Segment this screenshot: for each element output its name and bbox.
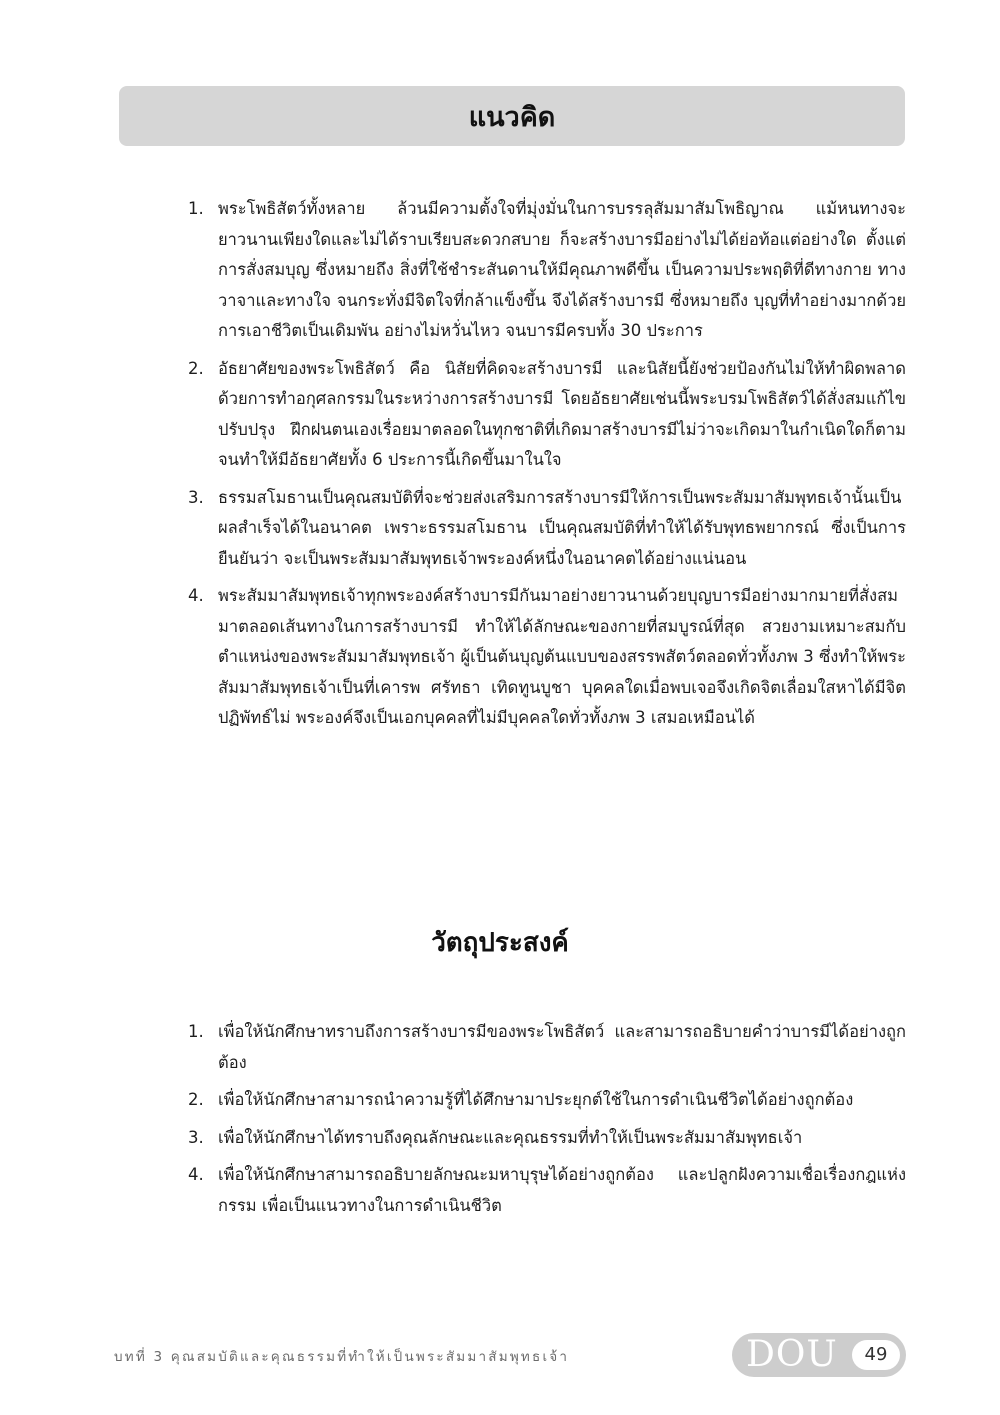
concept-text: ธรรมสโมธานเป็นคุณสมบัติที่จะช่วยส่งเสริมการสร้างบารมีให้การเป็นพระสัมมาสัมพุทธเจ้านั้นเป็นผลสำเร็จได้ในอนาคต เพราะธรรมสโมธาน เป็นคุณสมบัติที่ทำให้ได้รับพุทธพยากรณ์ ซึ่งเป็นการยืนยันว่า จะเป็นพระสัมมาสัมพุทธเจ้าพระองค์หนึ่งในอนาคตได้อย่างแน่นอน: [218, 487, 906, 568]
concept-text: พระสัมมาสัมพุทธเจ้าทุกพระองค์สร้างบารมีกันมาอย่างยาวนานด้วยบุญบารมีอย่างมากมายที่สั่งสมมาตลอดเส้นทางในการสร้างบารมี ทำให้ได้ลักษณะของกายที่สมบูรณ์ที่สุด สวยงามเหมาะสมกับตำแหน่งของพระสัมมาสัมพุทธเจ้า ผู้เป็นต้นบุญต้นแบบของสรรพสัตว์ตลอดทั่วทั้งภพ 3 ซึ่งทำให้พระสัมมาสัมพุทธเจ้าเป็นที่เคารพ ศรัทธา เทิดทูนบูชา บุคคลใดเมื่อพบเจอจึงเกิดจิตเลื่อมใสหาได้มีจิตปฏิพัทธ์ไม่ พระองค์จึงเป็นเอกบุคคลที่ไม่มีบุคคลใดทั่วทั้งภพ 3 เสมอเหมือนได้: [218, 586, 906, 727]
concept-text: อัธยาศัยของพระโพธิสัตว์ คือ นิสัยที่คิดจะสร้างบารมี และนิสัยนี้ยังช่วยป้องกันไม่ให้ทำผิดพลาดด้วยการทำอกุศลกรรมในระหว่างการสร้างบารมี โดยอัธยาศัยเช่นนี้พระบรมโพธิสัตว์ได้สั่งสมแก้ไขปรับปรุง ฝึกฝนตนเองเรื่อยมาตลอดในทุกชาติที่เกิดมาสร้างบารมีไม่ว่าจะเกิดมาในกำเนิดใดก็ตาม จนทำให้มีอัธยาศัยทั้ง 6 ประการนี้เกิดขึ้นมาในใจ: [218, 358, 906, 469]
objective-number: 4.: [188, 1165, 204, 1184]
header-banner: [119, 86, 905, 146]
objective-number: 1.: [188, 1022, 204, 1041]
footer-badge: [732, 1333, 906, 1377]
dou-logo: DOU: [746, 1334, 838, 1375]
objective-item: [186, 1017, 906, 1078]
concept-list: [186, 194, 906, 741]
objective-item: [186, 1123, 906, 1154]
objectives-title: วัตถุประสงค์: [431, 928, 569, 958]
objective-number: 3.: [188, 1127, 204, 1147]
concept-number: 3.: [188, 487, 204, 507]
chapter-title: บทที่ 3 คุณสมบัติและคุณธรรมที่ทำให้เป็นพระสัมมาสัมพุทธเจ้า: [114, 1349, 570, 1365]
concept-number: 1.: [188, 199, 204, 218]
page-number: 49: [852, 1340, 900, 1370]
objective-text: เพื่อให้นักศึกษาทราบถึงการสร้างบารมีของพระโพธิสัตว์ และสามารถอธิบายคำว่าบารมีได้อย่างถูกต้อง: [218, 1022, 906, 1072]
objective-number: 2.: [188, 1090, 204, 1109]
concept-item: [186, 581, 906, 734]
objective-text: เพื่อให้นักศึกษาสามารถนำความรู้ที่ได้ศึกษามาประยุกต์ใช้ในการดำเนินชีวิตได้อย่างถูกต้อง: [218, 1090, 854, 1109]
objective-list: [186, 1017, 906, 1228]
objective-text: เพื่อให้นักศึกษาสามารถอธิบายลักษณะมหาบุรุษได้อย่างถูกต้อง และปลูกฝังความเชื่อเรื่องกฎแห่งกรรม เพื่อเป็นแนวทางในการดำเนินชีวิต: [218, 1165, 906, 1215]
objective-item: [186, 1160, 906, 1221]
objective-text: เพื่อให้นักศึกษาได้ทราบถึงคุณลักษณะและคุณธรรมที่ทำให้เป็นพระสัมมาสัมพุทธเจ้า: [218, 1127, 803, 1147]
concept-number: 4.: [188, 586, 204, 605]
page-footer: [114, 1333, 908, 1377]
concept-item: [186, 483, 906, 575]
page-title: แนวคิด: [468, 101, 556, 133]
concept-item: [186, 354, 906, 476]
concept-text: พระโพธิสัตว์ทั้งหลาย ล้วนมีความตั้งใจที่มุ่งมั่นในการบรรลุสัมมาสัมโพธิญาณ แม้หนทางจะยาวนานเพียงใดและไม่ได้ราบเรียบสะดวกสบาย ก็จะสร้างบารมีอย่างไม่ได้ย่อท้อแต่อย่างใด ตั้งแต่การสั่งสมบุญ ซึ่งหมายถึง สิ่งที่ใช้ชำระสันดานให้มีคุณภาพดีขึ้น เป็นความประพฤติที่ดีทางกาย ทางวาจาและทางใจ จนกระทั่งมีจิตใจที่กล้าแข็งขึ้น จึงได้สร้างบารมี ซึ่งหมายถึง บุญที่ทำอย่างมากด้วยการเอาชีวิตเป็นเดิมพัน อย่างไม่หวั่นไหว จนบารมีครบทั้ง 30 ประการ: [218, 199, 906, 340]
concept-number: 2.: [188, 358, 204, 378]
objective-item: [186, 1085, 906, 1116]
concept-item: [186, 194, 906, 347]
